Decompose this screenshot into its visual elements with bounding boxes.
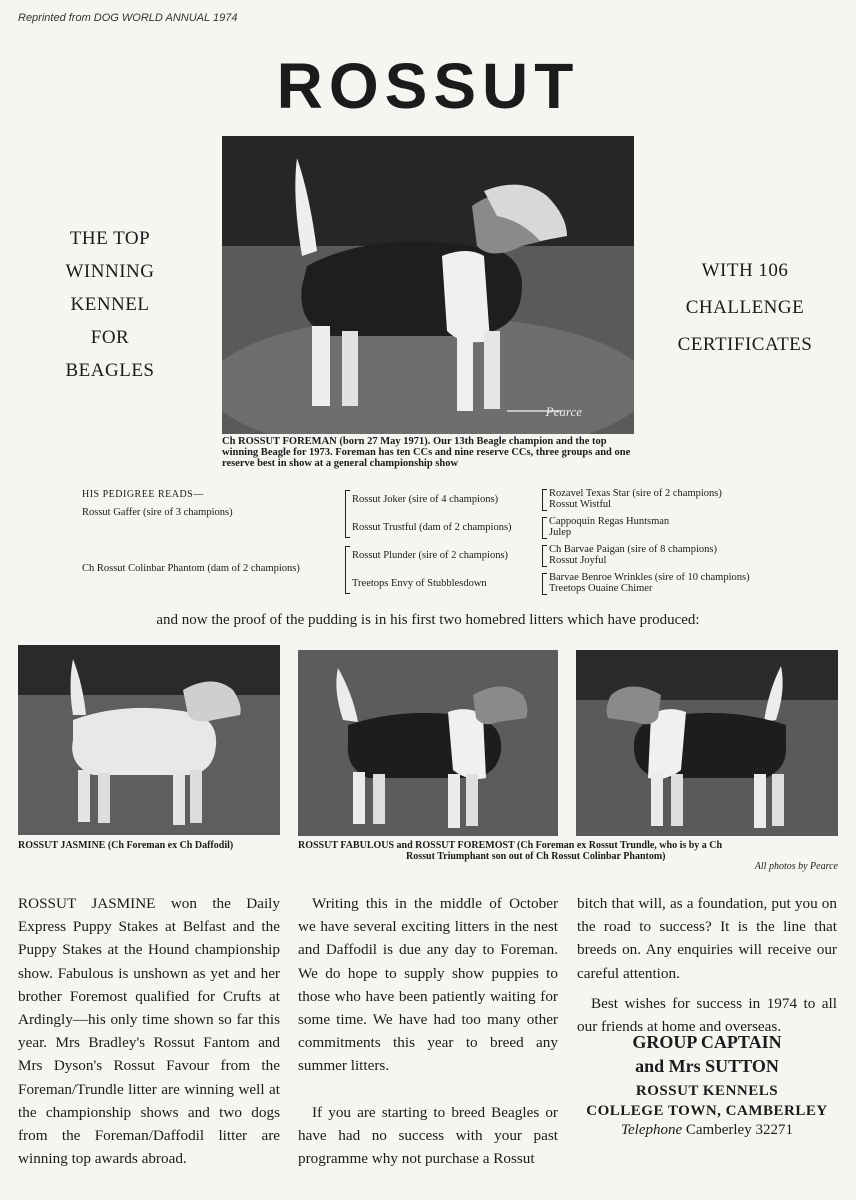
pedigree-dam: Ch Rossut Colinbar Phantom (dam of 2 champions) (82, 563, 300, 574)
pedigree-great-grandparents (549, 488, 722, 510)
caption-fabulous-foremost: ROSSUT FABULOUS and ROSSUT FOREMOST (Ch Foreman ex Rossut Trundle, who is by a Ch (298, 840, 723, 851)
pedigree-bracket (542, 573, 547, 595)
pedigree-great-grandparent: Julep (549, 527, 572, 538)
right-heading-line: CERTIFICATES (677, 334, 813, 355)
pedigree-bracket (542, 517, 547, 539)
paragraph: If you are starting to breed Beagles or have had no success with your past programme why not purchase a Rossut (298, 1103, 558, 1168)
jasmine-photo (18, 645, 280, 835)
photographer-signature: Pearce (545, 404, 582, 419)
signature-line: and Mrs SUTTON (635, 1056, 779, 1076)
text-column-2 (298, 892, 558, 1170)
caption-jasmine: ROSSUT JASMINE (Ch Foreman ex Ch Daffodil) (18, 840, 234, 851)
main-beagle-photo (222, 136, 634, 434)
pedigree-great-grandparent: Rossut Joyful (549, 555, 607, 566)
left-heading-line: KENNEL (70, 294, 150, 315)
pedigree-great-grandparents (549, 572, 750, 594)
pedigree-great-grandparent: Cappoquin Regas Huntsman (549, 516, 670, 527)
signature-names (577, 1030, 837, 1078)
telephone-label: Telephone (621, 1122, 683, 1138)
beagle-illustration (18, 645, 280, 835)
text-column-3 (577, 892, 837, 1038)
right-heading-line: WITH 106 (701, 260, 789, 281)
pedigree-sire: Rossut Gaffer (sire of 3 champions) (82, 507, 233, 518)
left-heading-line: WINNING (65, 261, 155, 282)
text-column-1 (18, 892, 280, 1170)
pedigree-grandparent: Treetops Envy of Stubblesdown (352, 578, 487, 589)
left-heading-line: THE TOP (69, 228, 151, 249)
kennel-address (577, 1081, 837, 1121)
telephone-number: Camberley 32271 (685, 1122, 793, 1138)
pedigree-great-grandparent: Rossut Wistful (549, 499, 612, 510)
photo-credit: All photos by Pearce (754, 861, 838, 872)
beagle-illustration (222, 136, 634, 434)
pedigree-grandparent: Rossut Plunder (sire of 2 champions) (352, 550, 509, 561)
pedigree-grandparent: Rossut Joker (sire of 4 champions) (352, 494, 499, 505)
signature-line: GROUP CAPTAIN (632, 1032, 782, 1052)
pedigree-bracket (345, 490, 350, 538)
pedigree-great-grandparent: Barvae Benroe Wrinkles (sire of 10 champions) (549, 572, 750, 583)
proof-line: and now the proof of the pudding is in his first two homebred litters which have produced: (156, 612, 700, 628)
beagle-illustration (576, 650, 838, 836)
right-heading (660, 252, 830, 363)
pedigree-great-grandparent: Rozavel Texas Star (sire of 2 champions) (549, 488, 722, 499)
beagle-illustration (298, 650, 558, 836)
pedigree-great-grandparents (549, 516, 669, 538)
kennel-town: COLLEGE TOWN, CAMBERLEY (586, 1103, 828, 1119)
right-heading-line: CHALLENGE (685, 297, 805, 318)
left-heading-line: FOR (90, 327, 130, 348)
pedigree-great-grandparent: Ch Barvae Paigan (sire of 8 champions) (549, 544, 717, 555)
pedigree-great-grandparent: Treetops Ouaine Chimer (549, 583, 653, 594)
reprint-note: Reprinted from DOG WORLD ANNUAL 1974 (18, 12, 238, 24)
pedigree-heading: HIS PEDIGREE READS— (82, 489, 204, 500)
page-title: ROSSUT (276, 50, 580, 122)
fabulous-photo (298, 650, 558, 836)
paragraph: Best wishes for success in 1974 to all our friends at home and overseas. (577, 994, 837, 1036)
pedigree-bracket (542, 489, 547, 511)
foremost-photo (576, 650, 838, 836)
main-photo-caption: Ch ROSSUT FOREMAN (born 27 May 1971). Our 13th Beagle champion and the top winning Beagle for 1973. Foreman has ten CCs and nine reserve CCs, three groups and one reserve best in show at a general championship show (222, 436, 631, 469)
pedigree-bracket (345, 546, 350, 594)
paragraph: ROSSUT JASMINE won the Daily Express Puppy Stakes at Belfast and the Puppy Stakes at the Hound championship show. Fabulous is unshown as yet and her brother Foremost qualified for Crufts at Ardingly—his only time shown so far this year. Mrs Bradley's Rossut Fantom and Mrs Dyson's Rossut Favour from the Foreman/Trundle litter are winning well at the championship shows and two dogs from the Foreman/Daffodil litter are winning top awards abroad. (18, 895, 280, 1168)
left-heading (40, 222, 180, 387)
paragraph: bitch that will, as a foundation, put you on the road to success? It is the line that breeds on. Any enquiries will receive our careful attention. (577, 895, 837, 982)
left-heading-line: BEAGLES (65, 360, 155, 381)
pedigree-grandparent: Rossut Trustful (dam of 2 champions) (352, 522, 512, 533)
caption-fabulous-foremost-cont: Rossut Triumphant son out of Ch Rossut Colinbar Phantom) (406, 851, 666, 862)
pedigree-bracket (542, 545, 547, 567)
kennel-name: ROSSUT KENNELS (635, 1083, 779, 1099)
pedigree-great-grandparents (549, 544, 717, 566)
telephone (577, 1122, 837, 1139)
paragraph: Writing this in the middle of October we have several exciting litters in the nest and Daffodil is due any day to Foreman. We do hope to supply show puppies to those who have been patiently waiting for some time. We have had too many other commitments this year to breed any summer litters. (298, 895, 558, 1075)
